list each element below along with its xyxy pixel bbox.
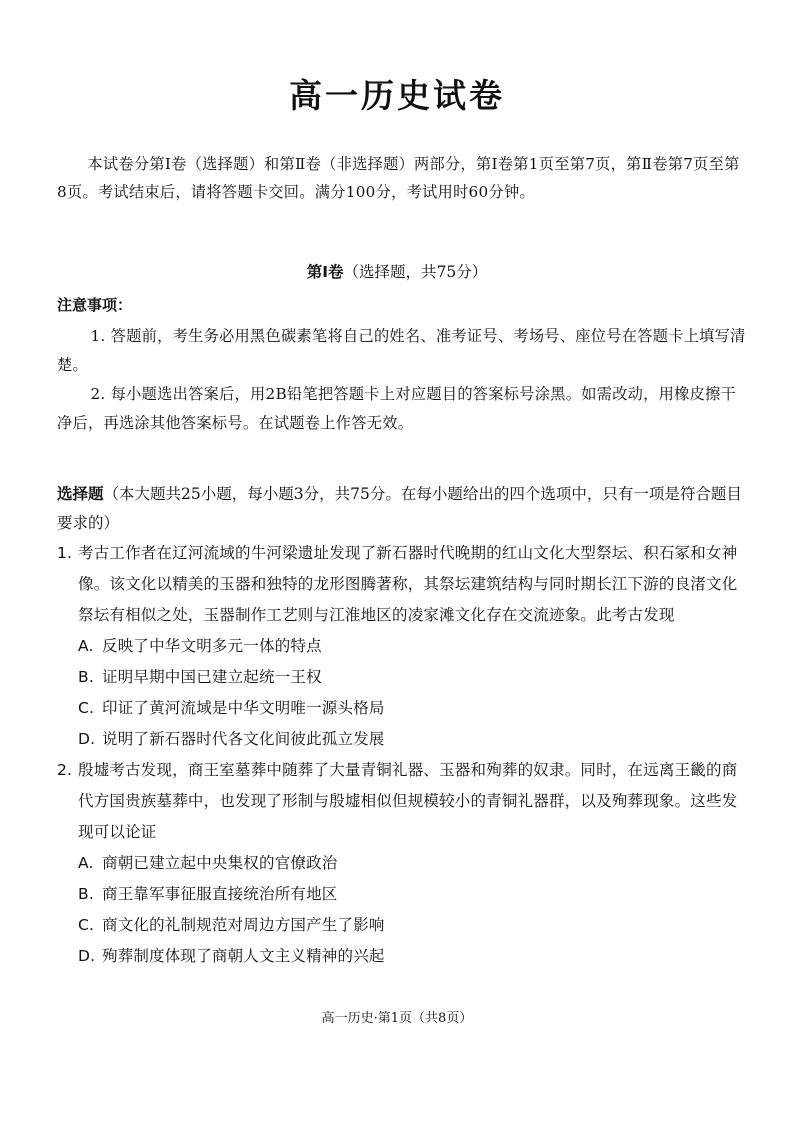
- question-1: [57, 538, 747, 631]
- option-2b: [57, 879, 747, 910]
- notice-list: [57, 322, 747, 438]
- option-key: D.: [78, 947, 96, 965]
- option-1b: [57, 662, 747, 693]
- option-2a: [57, 848, 747, 879]
- section-detail: （选择题，共75分）: [343, 263, 488, 281]
- option-2d: [57, 941, 747, 972]
- choice-section-desc: （本大题共25小题，每小题3分，共75分。在每小题给出的四个选项中，只有一项是符合题目要求的）: [57, 485, 742, 532]
- option-1a: [57, 631, 747, 662]
- page-title: 高一历史试卷: [289, 76, 505, 115]
- option-key: C.: [78, 699, 95, 717]
- option-text: 反映了中华文明多元一体的特点: [102, 637, 322, 655]
- question-number: 1.: [57, 544, 73, 562]
- question-stem: 考古工作者在辽河流域的牛河梁遗址发现了新石器时代晚期的红山文化大型祭坛、积石冢和女神像。该文化以精美的玉器和独特的龙形图腾著称，其祭坛建筑结构与同时期长江下游的良渚文化祭坛有相似之处，玉器制作工艺则与江淮地区的凌家滩文化存在交流迹象。此考古发现: [78, 544, 738, 624]
- section-heading: [0, 259, 794, 285]
- option-key: A.: [78, 637, 94, 655]
- option-key: B.: [78, 885, 94, 903]
- option-text: 商朝已建立起中央集权的官僚政治: [102, 854, 338, 872]
- option-text: 商文化的礼制规范对周边方国产生了影响: [102, 916, 385, 934]
- question-list: [57, 538, 747, 972]
- option-key: A.: [78, 854, 94, 872]
- option-key: B.: [78, 668, 94, 686]
- intro-paragraph: 本试卷分第Ⅰ卷（选择题）和第Ⅱ卷（非选择题）两部分，第Ⅰ卷第1页至第7页，第Ⅱ卷第7页至第8页。考试结束后，请将答题卡交回。满分100分，考试用时60分钟。: [57, 155, 740, 201]
- option-text: 殉葬制度体现了商朝人文主义精神的兴起: [102, 947, 385, 965]
- question-stem: 殷墟考古发现，商王室墓葬中随葬了大量青铜礼器、玉器和殉葬的奴隶。同时，在远离王畿的商代方国贵族墓葬中，也发现了形制与殷墟相似但规模较小的青铜礼器群，以及殉葬现象。这些发现可以论证: [78, 761, 738, 841]
- choice-section-label: 选择题: [57, 485, 104, 503]
- option-1c: [57, 693, 747, 724]
- option-text: 说明了新石器时代各文化间彼此孤立发展: [102, 730, 385, 748]
- option-key: C.: [78, 916, 95, 934]
- option-key: D.: [78, 730, 96, 748]
- option-text: 证明早期中国已建立起统一王权: [102, 668, 322, 686]
- page-footer: 高一历史·第1页（共8页）: [321, 1011, 473, 1026]
- option-text: 商王靠军事征服直接统治所有地区: [102, 885, 338, 903]
- option-2c: [57, 910, 747, 941]
- option-text: 印证了黄河流域是中华文明唯一源头格局: [102, 699, 385, 717]
- choice-section-heading: [57, 480, 747, 538]
- notice-title: 注意事项：: [57, 296, 133, 314]
- question-2: [57, 755, 747, 848]
- notice-item: 1. 答题前，考生务必用黑色碳素笔将自己的姓名、准考证号、考场号、座位号在答题卡上填写清楚。: [57, 327, 746, 374]
- question-number: 2.: [57, 761, 73, 779]
- option-1d: [57, 724, 747, 755]
- notice-item: 2. 每小题选出答案后，用2B铅笔把答题卡上对应题目的答案标号涂黑。如需改动，用橡皮擦干净后，再选涂其他答案标号。在试题卷上作答无效。: [57, 385, 737, 432]
- section-label: 第Ⅰ卷: [306, 263, 344, 281]
